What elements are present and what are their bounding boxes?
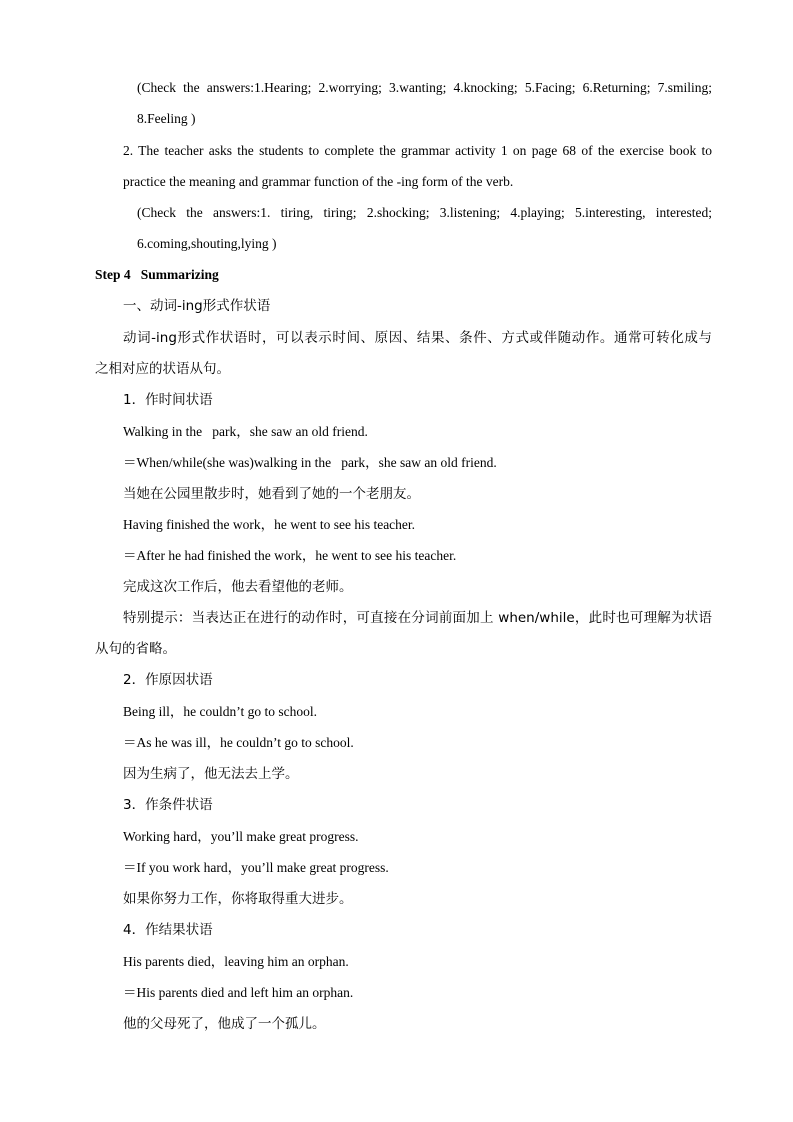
example-sentence: Being ill，he couldn’t go to school.: [123, 704, 317, 719]
subheading-condition: 3．作条件状语: [123, 797, 213, 813]
answer-check-line-1: (Check the answers:1.Hearing; 2.worrying; 3.wanting; 4.knocking; 5.Facing; 6.Returning; 7.smiling;: [137, 80, 712, 95]
example-sentence: ＝If you work hard，you’ll make great progress.: [123, 860, 389, 875]
section-heading: 一、动词-ing形式作状语: [123, 298, 271, 314]
example-translation: 完成这次工作后，他去看望他的老师。: [123, 579, 353, 595]
example-sentence: Working hard，you’ll make great progress.: [123, 829, 359, 844]
answer-check-line-2: (Check the answers:1. tiring, tiring; 2.shocking; 3.listening; 4.playing; 5.interesting, interested;: [137, 205, 712, 220]
example-sentence: Walking in the park，she saw an old friend.: [123, 424, 368, 439]
example-sentence: ＝When/while(she was)walking in the park，she saw an old friend.: [123, 455, 497, 470]
special-note-line-2: 从句的省略。: [95, 641, 176, 657]
intro-paragraph-line-1: 动词-ing形式作状语时，可以表示时间、原因、结果、条件、方式或伴随动作。通常可转化成与: [123, 330, 712, 346]
example-sentence: His parents died，leaving him an orphan.: [123, 954, 349, 969]
subheading-reason: 2．作原因状语: [123, 672, 213, 688]
intro-paragraph-line-2: 之相对应的状语从句。: [95, 361, 230, 377]
example-sentence: ＝After he had finished the work，he went to see his teacher.: [123, 548, 457, 563]
step-item-2-line-2: practice the meaning and grammar function of the -ing form of the verb.: [123, 174, 514, 189]
subheading-time: 1．作时间状语: [123, 392, 213, 408]
example-sentence: Having finished the work，he went to see his teacher.: [123, 517, 416, 532]
step-heading: Step 4 Summarizing: [95, 267, 219, 282]
example-translation: 如果你努力工作，你将取得重大进步。: [123, 891, 353, 907]
example-translation: 因为生病了，他无法去上学。: [123, 766, 299, 782]
special-note-line-1: 特别提示：当表达正在进行的动作时，可直接在分词前面加上 when/while，此时也可理解为状语: [123, 610, 712, 626]
step-item-2-line-1: 2. The teacher asks the students to complete the grammar activity 1 on page 68 of the exercise book to: [123, 143, 712, 158]
subheading-result: 4．作结果状语: [123, 922, 213, 938]
example-translation: 当她在公园里散步时，她看到了她的一个老朋友。: [123, 486, 420, 502]
answer-check-line-1-cont: 8.Feeling ): [137, 111, 196, 126]
example-sentence: ＝His parents died and left him an orphan.: [123, 985, 354, 1000]
answer-check-line-2-cont: 6.coming,shouting,lying ): [137, 236, 277, 251]
example-sentence: ＝As he was ill，he couldn’t go to school.: [123, 735, 354, 750]
example-translation: 他的父母死了，他成了一个孤儿。: [123, 1016, 326, 1032]
